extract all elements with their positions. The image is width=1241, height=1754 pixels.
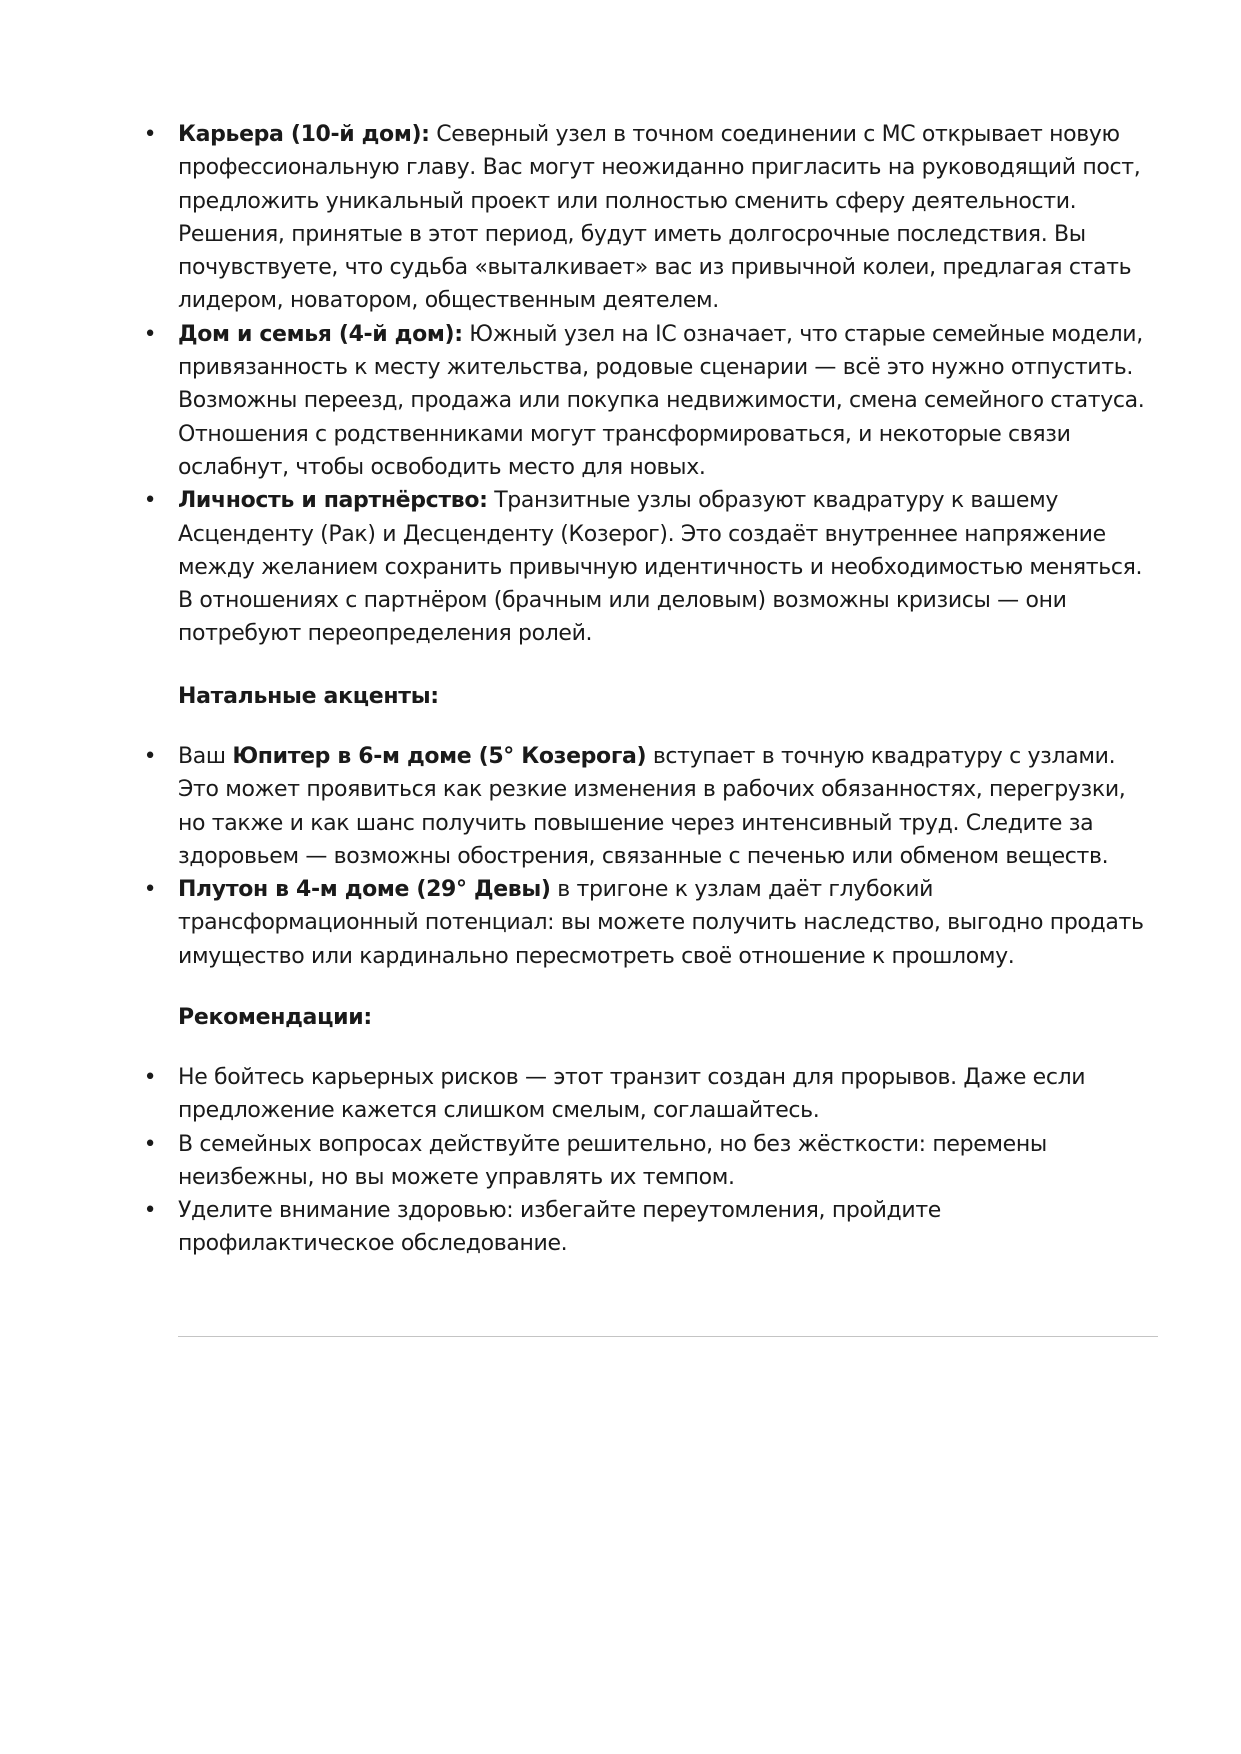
list-item-home-family — [143, 318, 1158, 484]
list-item-title: Дом и семья (4-й дом): — [178, 321, 463, 347]
list-item-pluto — [143, 873, 1158, 973]
natal-accents-list — [143, 740, 1158, 973]
list-item-text: Транзитные узлы образуют квадратуру к вашему Асценденту (Рак) и Десценденту (Козерог). Это создаёт внутреннее напряжение между желанием сохранить привычную идентичность и необходимостью меняться. В отношениях с партнёром (брачным или деловым) возможны кризисы — они потребуют переопределения ролей. — [178, 488, 1143, 647]
bullet-icon: • — [143, 488, 157, 514]
list-item-health — [143, 1194, 1158, 1261]
list-item-career-risks — [143, 1061, 1158, 1128]
list-item-personality-partnership — [143, 484, 1158, 650]
list-item-text: Северный узел в точном соединении с МС открывает новую профессиональную главу. Вас могут неожиданно пригласить на руководящий пост, предложить уникальный проект или полностью сменить сферу деятельности. Решения, принятые в этот период, будут иметь долгосрочные последствия. Вы почувствуете, что судьба «выталкивает» вас из привычной колеи, предлагая стать лидером, новатором, общественным деятелем. — [178, 122, 1141, 314]
recommendations-section — [143, 1061, 1158, 1261]
list-item-text: в тригоне к узлам даёт глубокий трансформационный потенциал: вы можете получить наследство, выгодно продать имущество или кардинально пересмотреть своё отношение к прошлому. — [178, 877, 1144, 969]
natal-accents-section — [143, 740, 1158, 973]
bullet-icon: • — [143, 1131, 157, 1157]
list-item-title: Юпитер в 6-м доме (5° Козерога) — [232, 744, 647, 769]
life-areas-section — [143, 118, 1158, 651]
list-item-text: Уделите внимание здоровью: избегайте переутомления, пройдите профилактическое обследование. — [178, 1198, 941, 1257]
list-item-jupiter — [143, 740, 1158, 873]
natal-accents-heading: Натальные акценты: — [178, 684, 439, 709]
bullet-icon: • — [143, 321, 157, 347]
bullet-icon: • — [143, 877, 157, 903]
recommendations-list — [143, 1061, 1158, 1261]
list-item-text: Южный узел на IC означает, что старые семейные модели, привязанность к месту жительства, родовые сценарии — всё это нужно отпустить. Возможны переезд, продажа или покупка недвижимости, смена семейного статуса. Отношения с родственниками могут трансформироваться, и некоторые связи ослабнут, чтобы освободить место для новых. — [178, 321, 1145, 480]
list-item-title: Плутон в 4-м доме (29° Девы) — [178, 877, 551, 903]
list-item-title: Карьера (10-й дом): — [178, 122, 430, 147]
bullet-icon: • — [143, 1198, 157, 1224]
list-item-title: Личность и партнёрство: — [178, 488, 488, 514]
life-areas-list — [143, 118, 1158, 651]
bullet-icon: • — [143, 1065, 157, 1090]
list-item-career — [143, 118, 1158, 318]
recommendations-heading: Рекомендации: — [178, 1005, 372, 1030]
bullet-icon: • — [143, 122, 157, 147]
list-item-lead: Ваш — [178, 744, 233, 769]
list-item-text: В семейных вопросах действуйте решительно, но без жёсткости: перемены неизбежны, но вы можете управлять их темпом. — [178, 1131, 1047, 1190]
bullet-icon: • — [143, 744, 157, 769]
list-item-family-questions — [143, 1128, 1158, 1195]
list-item-text: вступает в точную квадратуру с узлами. Это может проявиться как резкие изменения в рабочих обязанностях, перегрузки, но также и как шанс получить повышение через интенсивный труд. Следите за здоровьем — возможны обострения, связанные с печенью или обменом веществ. — [178, 744, 1126, 869]
horizontal-divider — [178, 1336, 1158, 1337]
list-item-text: Не бойтесь карьерных рисков — этот транзит создан для прорывов. Даже если предложение кажется слишком смелым, соглашайтесь. — [178, 1065, 1086, 1124]
